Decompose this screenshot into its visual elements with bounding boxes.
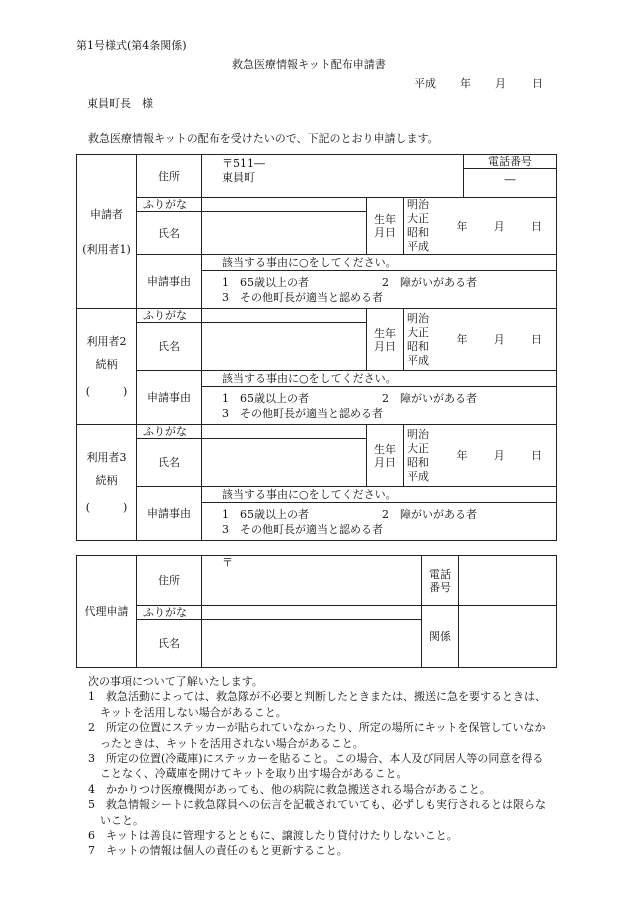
user3-reason-options[interactable] <box>202 503 557 541</box>
name-label: 氏名 <box>137 212 202 255</box>
furigana-input[interactable] <box>202 198 367 212</box>
user2-era-taisho: 大正 <box>407 325 429 339</box>
user2-reason-label: 申請事由 <box>137 371 202 425</box>
birth-month: 月 <box>493 219 505 233</box>
notes-heading: 次の事項について了解いたします。 <box>88 675 263 688</box>
note-item: 2 所定の位置にステッカーが貼られていなかったり、所定の場所にキットを保管していなかったときは、キットを活用されない場合があること。 <box>88 721 546 750</box>
user2-furigana-input[interactable] <box>202 309 367 323</box>
user3-birth-year: 年 <box>456 449 468 462</box>
user3-label: 利用者3 <box>86 451 127 464</box>
address-cell[interactable] <box>202 155 557 198</box>
user3-name-input[interactable] <box>202 439 367 487</box>
user2-label: 利用者2 <box>86 335 127 348</box>
reason-label: 申請事由 <box>137 255 202 309</box>
user2-birth-year: 年 <box>456 333 468 346</box>
user2-name-input[interactable] <box>202 323 367 371</box>
user3-label-cell <box>77 425 137 541</box>
user3-birth-date-cell[interactable] <box>441 425 557 487</box>
furigana-label: ふりがな <box>137 198 202 212</box>
proxy-table <box>76 555 557 668</box>
note-item: 5 救急情報シートに救急隊員への伝言を記載されていても、必ずしも実行されるとは限らないこと。 <box>88 798 546 827</box>
note-item: 4 かかりつけ医療機関があっても、他の病院に救急搬送される場合があること。 <box>88 782 491 796</box>
proxy-relation-label: 関係 <box>422 606 459 668</box>
user2-era-heisei: 平成 <box>407 353 429 367</box>
proxy-name-input[interactable] <box>202 620 422 668</box>
user2-birth-month: 月 <box>493 333 505 346</box>
postal-code: 〒511― <box>222 157 265 170</box>
user2-furigana-label: ふりがな <box>137 309 202 323</box>
user2-birth-date-cell[interactable] <box>441 309 557 371</box>
user3-birth-label-cell <box>367 425 404 487</box>
user2-reason-options[interactable] <box>202 387 557 425</box>
user3-era-heisei: 平成 <box>407 469 429 483</box>
user3-birth-month: 月 <box>493 449 505 462</box>
user3-birth-label-2: 月日 <box>374 455 396 469</box>
user2-era-options[interactable] <box>404 309 441 371</box>
user3-relation-input[interactable]: ( ) <box>85 501 128 514</box>
reason-instruction: 該当する事由に○をしてください。 <box>202 255 557 271</box>
proxy-address-input[interactable] <box>202 556 422 606</box>
reason-options[interactable] <box>202 271 557 309</box>
user3-furigana-input[interactable] <box>202 425 367 439</box>
era-meiji: 明治 <box>407 198 429 211</box>
applicant-table <box>76 154 557 541</box>
note-item: 1 救急活動によっては、救急隊が不必要と判断したときまたは、搬送に急を要するときは、キットを活用しない場合があること。 <box>88 690 546 719</box>
user2-era-meiji: 明治 <box>407 311 429 325</box>
user3-reason-instruction: 該当する事由に○をしてください。 <box>202 487 557 503</box>
town-name: 東員町 <box>222 171 255 184</box>
proxy-relation-input[interactable] <box>459 606 557 668</box>
era-heisei: 平成 <box>407 240 429 253</box>
proxy-label: 代理申請 <box>77 556 137 668</box>
user3-era-showa: 昭和 <box>407 455 429 469</box>
applicant-sublabel: (利用者1) <box>82 242 131 256</box>
form-number: 第1号様式(第4条関係) <box>76 39 187 52</box>
user2-relation-label: 続柄 <box>95 358 118 371</box>
user2-reason-instruction: 該当する事由に○をしてください。 <box>202 371 557 387</box>
user3-era-meiji: 明治 <box>407 427 429 441</box>
address-label: 住所 <box>137 155 202 198</box>
user2-birth-day: 日 <box>531 333 542 346</box>
user2-relation-input[interactable]: ( ) <box>85 385 128 398</box>
date-day: 日 <box>532 77 543 90</box>
user3-reason-option-3[interactable]: 3 その他町長が適当と認める者 <box>222 522 383 536</box>
user2-label-cell <box>77 309 137 425</box>
applicant-label: 申請者 <box>90 207 123 221</box>
user3-relation-label: 続柄 <box>95 474 118 487</box>
proxy-furigana-input[interactable] <box>202 606 422 620</box>
applicant-label-cell <box>77 155 137 309</box>
era-showa: 昭和 <box>407 226 429 239</box>
user3-birth-day: 日 <box>531 449 542 462</box>
era-options[interactable] <box>404 198 441 255</box>
user2-reason-option-1[interactable]: 1 65歳以上の者 <box>222 391 309 405</box>
birth-label-2: 月日 <box>374 226 396 239</box>
user3-reason-option-2[interactable]: 2 障がいがある者 <box>382 507 477 521</box>
user2-birth-label-1: 生年 <box>374 326 396 340</box>
proxy-phone-input[interactable] <box>459 556 557 606</box>
user2-name-label: 氏名 <box>137 323 202 371</box>
name-input[interactable] <box>202 212 367 255</box>
proxy-phone-label-1: 電話 <box>429 567 451 581</box>
user3-era-taisho: 大正 <box>407 441 429 455</box>
date-era: 平成 <box>414 77 436 90</box>
era-taisho: 大正 <box>407 212 429 225</box>
addressee: 東員町長 様 <box>87 97 153 110</box>
user3-era-options[interactable] <box>404 425 441 487</box>
note-item: 7 キットの情報は個人の責任のもと更新すること。 <box>88 844 348 858</box>
user2-reason-option-3[interactable]: 3 その他町長が適当と認める者 <box>222 406 383 420</box>
birth-label-1: 生年 <box>374 213 396 226</box>
user2-reason-option-2[interactable]: 2 障がいがある者 <box>382 391 477 405</box>
phone-label: 電話番号 <box>464 155 556 169</box>
phone-value: ― <box>504 173 516 186</box>
user3-name-label: 氏名 <box>137 439 202 487</box>
birth-year: 年 <box>456 219 468 233</box>
user3-reason-option-1[interactable]: 1 65歳以上の者 <box>222 507 309 521</box>
user3-furigana-label: ふりがな <box>137 425 202 439</box>
user3-birth-label-1: 生年 <box>374 442 396 456</box>
phone-box[interactable] <box>463 155 556 197</box>
user2-birth-label-cell <box>367 309 404 371</box>
notes-section <box>88 674 553 859</box>
document-title: 救急医療情報キット配布申請書 <box>232 58 386 71</box>
proxy-name-label: 氏名 <box>137 620 202 668</box>
user2-era-showa: 昭和 <box>407 339 429 353</box>
reason-option-2[interactable]: 2 障がいがある者 <box>382 275 477 289</box>
birth-label-cell <box>367 198 404 255</box>
proxy-furigana-label: ふりがな <box>137 606 202 620</box>
user3-reason-label: 申請事由 <box>137 487 202 541</box>
user2-birth-label-2: 月日 <box>374 339 396 353</box>
date-year: 年 <box>460 77 471 90</box>
intro-text: 救急医療情報キットの配布を受けたいので、下記のとおり申請します。 <box>88 132 439 145</box>
reason-option-1[interactable]: 1 65歳以上の者 <box>222 275 309 289</box>
note-item: 3 所定の位置(冷蔵庫)にステッカーを貼ること。この場合、本人及び同居人等の同意を得ることなく、冷蔵庫を開けてキットを取り出す場合があること。 <box>88 752 544 781</box>
date-month: 月 <box>495 77 506 90</box>
note-item: 6 キットは善良に管理するとともに、譲渡したり貸付けたりしないこと。 <box>88 829 458 843</box>
proxy-postal: 〒 <box>222 556 233 569</box>
proxy-phone-label-cell <box>422 556 459 606</box>
birth-day: 日 <box>531 219 542 233</box>
birth-date-cell[interactable] <box>441 198 557 255</box>
proxy-phone-label-2: 番号 <box>429 580 451 594</box>
proxy-address-label: 住所 <box>137 556 202 606</box>
reason-option-3[interactable]: 3 その他町長が適当と認める者 <box>222 290 383 304</box>
